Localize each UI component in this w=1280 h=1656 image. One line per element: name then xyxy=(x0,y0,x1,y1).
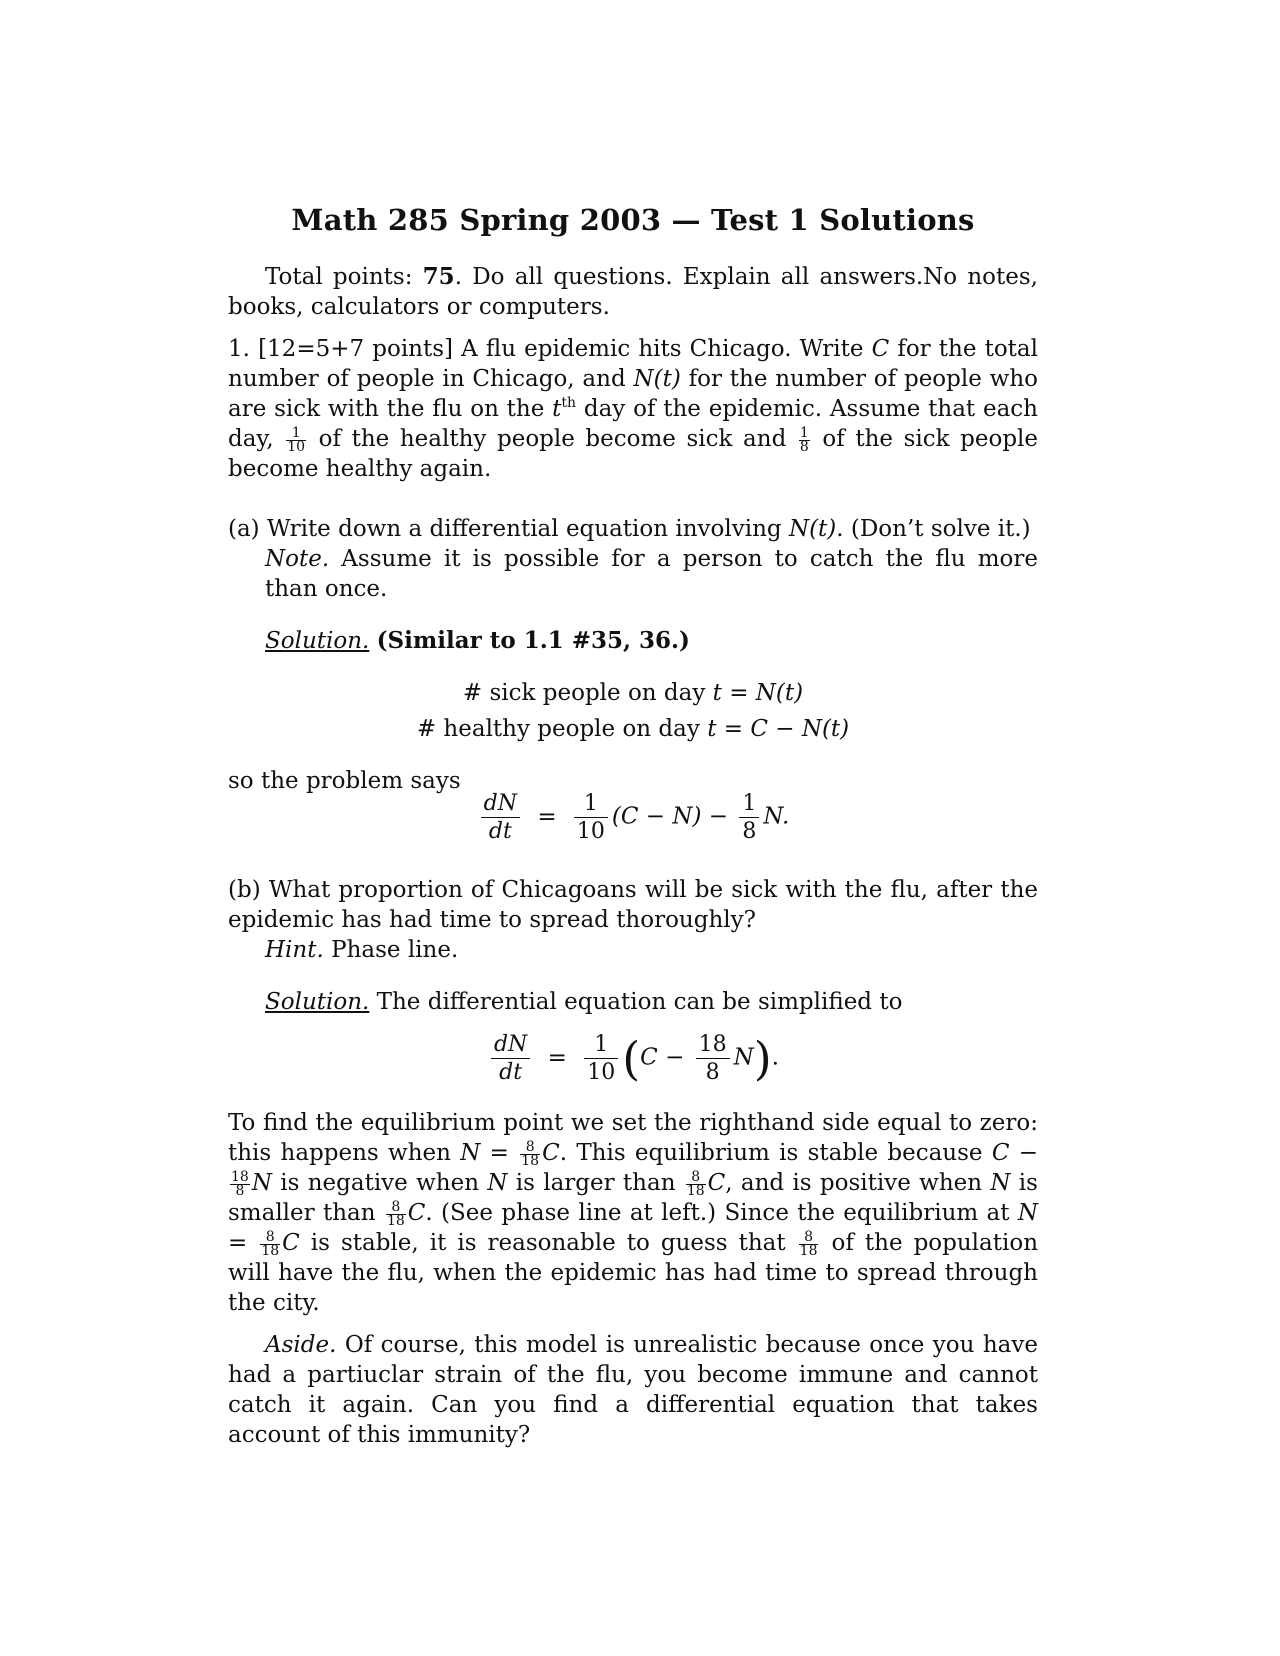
part-a-solution-heading: Solution. (Similar to 1.1 #35, 36.) xyxy=(265,627,690,654)
equation-healthy-people: # healthy people on day t = C − N(t) xyxy=(416,716,850,742)
document-page xyxy=(228,205,1038,1450)
question-points: [12=5+7 points] xyxy=(258,336,454,362)
question-number: 1. xyxy=(228,336,250,362)
equation-sick-people: # sick people on day t = N(t) xyxy=(462,680,804,706)
question-1: 1. [12=5+7 points] A flu epidemic hits Chicago. Write C for the total number of people in Chicago, and N(t) for the number of people who are sick with the flu on the $t^{th}$ day of the epidemic. Assume that each day, $\frac{1}{10}$ of the healthy people become sick and $\frac{1}{8}$ of the sick people become healthy again. xyxy=(228,336,1039,482)
part-a-question: (a) Write down a differential equation involving N(t). (Don’t solve it.) xyxy=(228,516,1031,542)
page-title: Math 285 Spring 2003 — Test 1 Solutions xyxy=(291,203,975,237)
aside-paragraph: Aside. Of course, this model is unrealistic because once you have had a partiuclar strain of the flu, you become immune and cannot catch it again. Can you find a differential equation that takes account of this immunity? xyxy=(228,1332,1038,1448)
part-b-question: (b) What proportion of Chicagoans will be sick with the flu, after the epidemic has had time to spread thoroughly? xyxy=(228,877,1038,933)
equilibrium-paragraph: To find the equilibrium point we set the righthand side equal to zero: this happens when N = $\frac{8}{18}$ C. This equilibrium is stable because C − $\frac{18}{8}$ N is negative when N is larger than $\frac{8}{18}$ C, and is positive when N is smaller than $\frac{8}{18}$ C. (See phase line at left.) Since the equilibrium at N = $\frac{8}{18}$ C is stable, it is reasonable to guess that $\frac{8}{18}$ of the population will have the flu, when the epidemic has had time to spread through the city. xyxy=(228,1110,1039,1316)
fraction-one-eighth: $\frac{1}{8}$ xyxy=(799,424,809,455)
part-b-hint: Hint. Phase line. xyxy=(265,937,459,963)
intro-paragraph: Total points: 75. Do all questions. Explain all answers.No notes, books, calculators or computers. xyxy=(228,263,1038,320)
fraction-one-tenth: $\frac{1}{10}$ xyxy=(287,424,306,455)
differential-equation-b: $\frac{dN}{dt}$ = $\frac{1}{10}$ (C − $\frac{18}{8}$ N). xyxy=(228,1031,1038,1086)
differential-equation-a: $\frac{dN}{dt}$ = $\frac{1}{10}$ (C − N) − $\frac{1}{8}$ N. xyxy=(228,790,1038,845)
part-a-note: Note. Assume it is possible for a person to catch the flu more than once. xyxy=(265,546,1038,602)
part-b-solution-heading: Solution. The differential equation can be simplified to xyxy=(265,989,903,1015)
total-points: 75 xyxy=(422,263,455,290)
problem-says-text: so the problem says xyxy=(228,768,461,794)
